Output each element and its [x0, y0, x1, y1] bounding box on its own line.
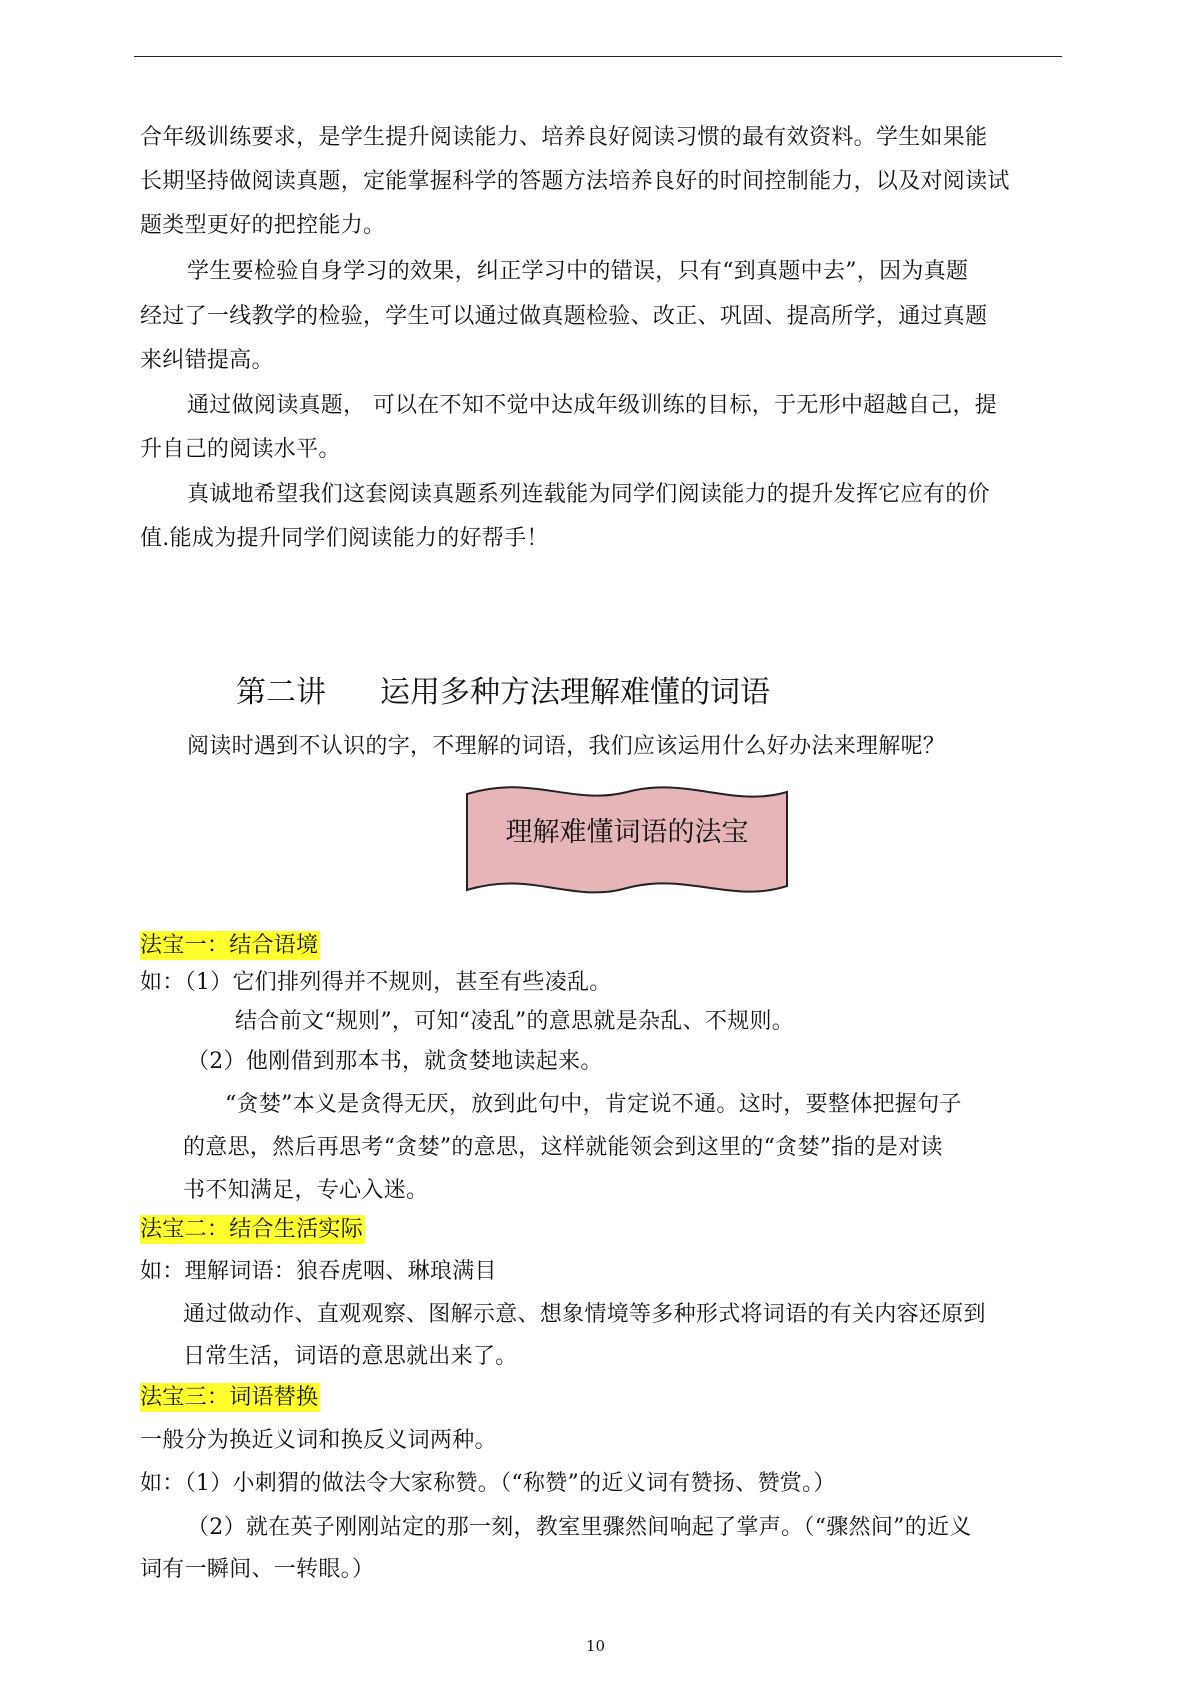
method3-line: 一般分为换近义词和换反义词两种。	[140, 1428, 497, 1453]
method2-line: 如：理解词语：狼吞虎咽、琳琅满目	[140, 1259, 497, 1284]
method3-line: （2）就在英子刚刚站定的那一刻，教室里骤然间响起了掌声。（“骤然间”的近义	[187, 1515, 972, 1540]
method-heading	[140, 1216, 365, 1244]
method3-heading: 法宝三：词语替换	[140, 1385, 319, 1410]
method1-line: “贪婪”本义是贪得无厌，放到此句中，肯定说不通。这时，要整体把握句子	[225, 1092, 962, 1117]
intro-line: 真诚地希望我们这套阅读真题系列连载能为同学们阅读能力的提升发挥它应有的价	[187, 482, 990, 507]
intro-line: 来纠错提高。	[140, 348, 274, 373]
method1-line: 如：（1）它们排列得并不规则，甚至有些凌乱。	[140, 970, 612, 995]
banner-label: 理解难懂词语的法宝	[505, 817, 749, 848]
method1-line: （2）他刚借到那本书，就贪婪地读起来。	[187, 1049, 603, 1074]
method-heading	[140, 1384, 320, 1412]
scroll-banner	[462, 780, 792, 904]
header-rule	[134, 56, 1062, 57]
intro-line: 学生要检验自身学习的效果，纠正学习中的错误，只有“到真题中去”，因为真题	[187, 259, 969, 284]
intro-line: 值.能成为提升同学们阅读能力的好帮手！	[140, 526, 549, 551]
intro-line: 升自己的阅读水平。	[140, 437, 341, 462]
method2-line: 日常生活，词语的意思就出来了。	[183, 1344, 518, 1369]
method1-line: 的意思，然后再思考“贪婪”的意思，这样就能领会到这里的“贪婪”指的是对读	[183, 1135, 943, 1160]
lecture-number: 第二讲	[236, 675, 326, 710]
method3-line: 如：（1）小刺猬的做法令大家称赞。（“称赞”的近义词有赞扬、赞赏。）	[140, 1471, 836, 1496]
intro-line: 经过了一线教学的检验，学生可以通过做真题检验、改正、巩固、提高所学，通过真题	[140, 304, 988, 329]
method2-line: 通过做动作、直观观察、图解示意、想象情境等多种形式将词语的有关内容还原到	[183, 1302, 986, 1327]
method1-heading: 法宝一：结合语境	[140, 933, 319, 958]
method1-line: 结合前文“规则”，可知“凌乱”的意思就是杂乱、不规则。	[235, 1009, 795, 1034]
method1-line: 书不知满足，专心入迷。	[183, 1178, 429, 1203]
intro-line: 合年级训练要求，是学生提升阅读能力、培养良好阅读习惯的最有效资料。学生如果能	[140, 125, 988, 150]
method3-line: 词有一瞬间、一转眼。）	[140, 1557, 375, 1582]
intro-line: 通过做阅读真题， 可以在不知不觉中达成年级训练的目标，于无形中超越自己，提	[187, 393, 998, 418]
intro-line: 长期坚持做阅读真题，定能掌握科学的答题方法培养良好的时间控制能力，以及对阅读试	[140, 169, 1010, 194]
method2-heading: 法宝二：结合生活实际	[140, 1217, 364, 1242]
intro-line: 题类型更好的把控能力。	[140, 213, 386, 238]
lecture-title: 运用多种方法理解难懂的词语	[380, 675, 770, 710]
method-heading	[140, 932, 320, 960]
lecture-question: 阅读时遇到不认识的字，不理解的词语，我们应该运用什么好办法来理解呢？	[187, 734, 946, 759]
page-number: 10	[585, 1637, 606, 1655]
